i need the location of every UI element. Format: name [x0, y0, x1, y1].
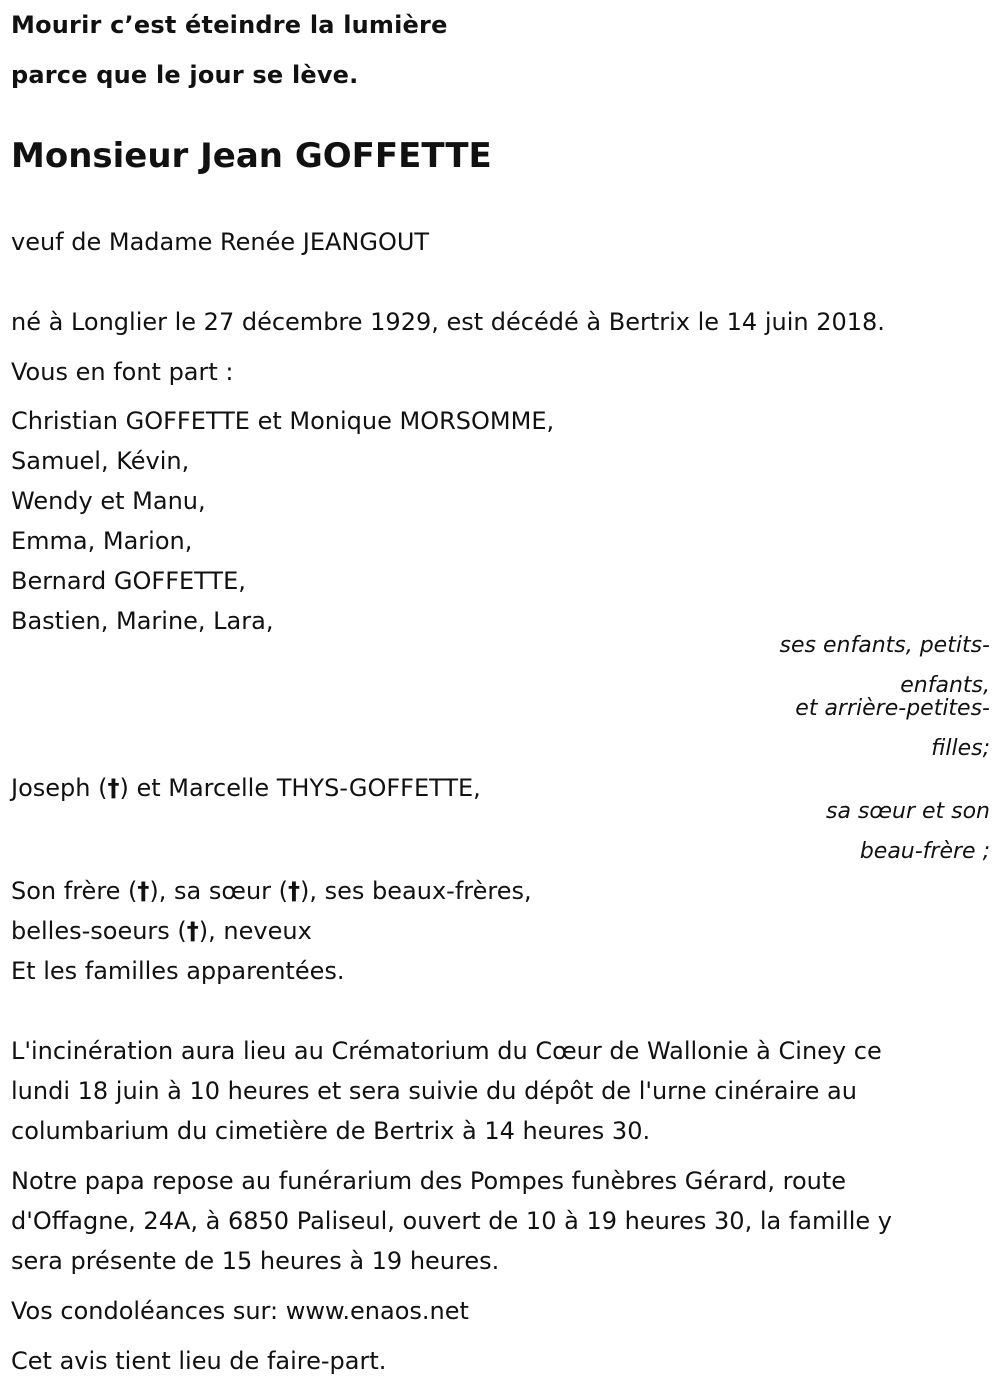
family-line: Samuel, Kévin,: [11, 447, 190, 475]
sibling-role-line: sa sœur et son: [825, 799, 990, 824]
quote-line-2: parce que le jour se lève.: [11, 61, 359, 89]
deceased-name: Monsieur Jean GOFFETTE: [11, 136, 492, 176]
visitation-line: sera présente de 15 heures à 19 heures.: [11, 1247, 500, 1275]
family-line: Bastien, Marine, Lara,: [11, 607, 274, 635]
cross-icon: †: [288, 877, 301, 905]
announcement-intro: Vous en font part :: [11, 358, 234, 386]
family-line: Emma, Marion,: [11, 527, 193, 555]
extended-family-text: ), neveux: [198, 917, 312, 945]
family-line: Christian GOFFETTE et Monique MORSOMME,: [11, 407, 555, 435]
extended-family-text: belles-soeurs (: [11, 917, 187, 945]
sibling-text: Joseph (: [11, 774, 108, 802]
family-line: Bernard GOFFETTE,: [11, 567, 246, 595]
family-role-line: enfants,: [900, 673, 990, 698]
sibling-role-line: beau-frère ;: [859, 839, 990, 864]
family-line: Wendy et Manu,: [11, 487, 206, 515]
condolences-label: Vos condoléances sur:: [11, 1297, 286, 1325]
condolences-line: [11, 1296, 469, 1326]
cross-icon: †: [137, 877, 150, 905]
cross-icon: †: [107, 774, 120, 802]
cross-icon: †: [186, 917, 199, 945]
ceremony-line: L'incinération aura lieu au Crématorium du Cœur de Wallonie à Ciney ce: [11, 1037, 882, 1065]
visitation-line: d'Offagne, 24A, à 6850 Paliseul, ouvert de 10 à 19 heures 30, la famille y: [11, 1207, 892, 1235]
spouse-line: veuf de Madame Renée JEANGOUT: [11, 228, 430, 256]
family-role-line: ses enfants, petits-: [779, 633, 990, 658]
extended-family-text: ), ses beaux-frères,: [300, 877, 532, 905]
visitation-line: Notre papa repose au funérarium des Pompes funèbres Gérard, route: [11, 1167, 847, 1195]
family-role-line: filles;: [931, 736, 990, 761]
quote-line-1: Mourir c’est éteindre la lumière: [11, 11, 448, 39]
extended-family-line: [11, 916, 312, 946]
extended-family-line: [11, 876, 532, 906]
condolences-url: www.enaos.net: [285, 1297, 469, 1325]
sibling-text: ) et Marcelle THYS-GOFFETTE,: [119, 774, 481, 802]
sibling-line: [11, 773, 481, 803]
extended-family-text: ), sa sœur (: [149, 877, 289, 905]
ceremony-line: columbarium du cimetière de Bertrix à 14 heures 30.: [11, 1117, 651, 1145]
ceremony-line: lundi 18 juin à 10 heures et sera suivie du dépôt de l'urne cinéraire au: [11, 1077, 857, 1105]
family-role-line: et arrière-petites-: [795, 696, 990, 721]
closing-line: Cet avis tient lieu de faire-part.: [11, 1347, 387, 1375]
extended-family-text: Son frère (: [11, 877, 138, 905]
extended-family-line: Et les familles apparentées.: [11, 957, 345, 985]
birth-death-line: né à Longlier le 27 décembre 1929, est décédé à Bertrix le 14 juin 2018.: [11, 308, 885, 336]
